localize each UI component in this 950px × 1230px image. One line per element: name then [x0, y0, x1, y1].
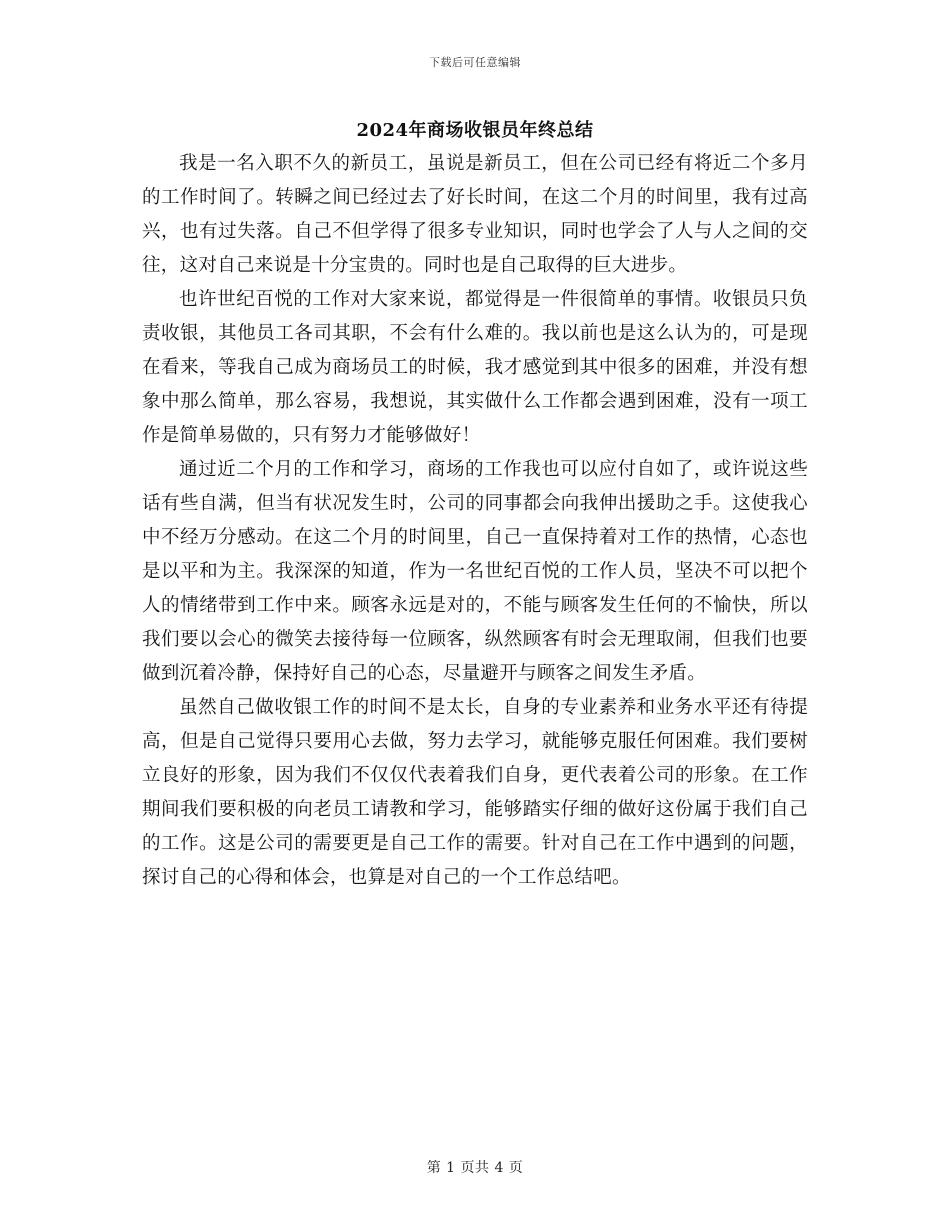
paragraph-1: 我是一名入职不久的新员工，虽说是新员工，但在公司已经有将近二个多月的工作时间了。转瞬之间已经过去了好长时间，在这二个月的时间里，我有过高兴，也有过失落。自己不但学得了很多专业知识，同时也学会了人与人之间的交往，这对自己来说是十分宝贵的。同时也是自己取得的巨大进步。 [142, 153, 808, 276]
document-title: 2024年商场收银员年终总结 [356, 120, 594, 141]
paragraph-4: 虽然自己做收银工作的时间不是太长，自身的专业素养和业务水平还有待提高，但是自己觉得只要用心去做，努力去学习，就能够克服任何困难。我们要树立良好的形象，因为我们不仅仅代表着我们自身，更代表着公司的形象。在工作期间我们要积极的向老员工请教和学习，能够踏实仔细的做好这份属于我们自己的工作。这是公司的需要更是自己工作的需要。针对自己在工作中遇到的问题，探讨自己的心得和体会，也算是对自己的一个工作总结吧。 [142, 697, 808, 888]
paragraph-3: 通过近二个月的工作和学习，商场的工作我也可以应付自如了，或许说这些话有些自满，但当有状况发生时，公司的同事都会向我伸出援助之手。这使我心中不经万分感动。在这二个月的时间里，自己一直保持着对工作的热情，心态也是以平和为主。我深深的知道，作为一名世纪百悦的工作人员，坚决不可以把个人的情绪带到工作中来。顾客永远是对的，不能与顾客发生任何的不愉快，所以我们要以会心的微笑去接待每一位顾客，纵然顾客有时会无理取闹，但我们也要做到沉着冷静，保持好自己的心态，尽量避开与顾客之间发生矛盾。 [142, 459, 808, 684]
page-header-note: 下载后可任意编辑 [429, 56, 521, 69]
paragraph-2: 也许世纪百悦的工作对大家来说，都觉得是一件很简单的事情。收银员只负责收银，其他员工各司其职，不会有什么难的。我以前也是这么认为的，可是现在看来，等我自己成为商场员工的时候，我才感觉到其中很多的困难，并没有想象中那么简单，那么容易，我想说，其实做什么工作都会遇到困难，没有一项工作是简单易做的，只有努力才能够做好！ [142, 289, 808, 446]
document-body [142, 147, 808, 895]
page-number-footer: 第 1 页共 4 页 [426, 1160, 524, 1176]
